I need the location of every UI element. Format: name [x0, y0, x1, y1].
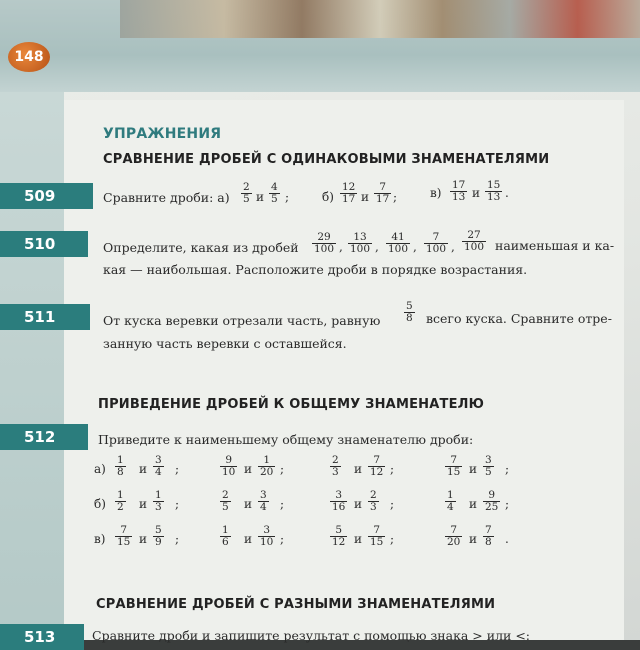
- numerator: 7: [120, 524, 128, 536]
- numerator: 1: [263, 454, 271, 466]
- denominator: 10: [260, 536, 274, 548]
- comma: ,: [375, 240, 379, 254]
- denominator: 3: [155, 501, 162, 513]
- denominator: 2: [117, 501, 124, 513]
- denominator: 5: [485, 466, 492, 478]
- and-word: и: [139, 532, 147, 546]
- exercise-510-line1-start: Определите, какая из дробей: [103, 240, 299, 255]
- and-word: и: [244, 462, 252, 476]
- and-word: и: [472, 186, 480, 200]
- denominator: 100: [350, 243, 371, 255]
- separator: ;: [390, 532, 395, 546]
- fraction: [485, 180, 502, 203]
- separator: ;: [505, 462, 510, 476]
- numerator: 3: [260, 489, 267, 501]
- denominator: 13: [487, 191, 501, 203]
- denominator: 17: [376, 193, 390, 205]
- numerator: 1: [155, 489, 162, 501]
- fraction: [115, 525, 132, 548]
- and-word: и: [244, 532, 252, 546]
- numerator: 12: [342, 181, 356, 193]
- fraction: [115, 490, 126, 513]
- fraction: [374, 182, 391, 205]
- exercise-512-badge: 512: [0, 424, 88, 450]
- numerator: 3: [335, 489, 343, 501]
- fraction: [153, 455, 164, 478]
- fraction: [153, 490, 164, 513]
- separator: ;: [175, 532, 180, 546]
- numerator: 2: [222, 489, 229, 501]
- numerator: 3: [485, 454, 492, 466]
- fraction: [368, 490, 379, 513]
- numerator: 7: [379, 181, 387, 193]
- numerator: 1: [447, 489, 454, 501]
- fraction: [348, 232, 372, 255]
- denominator: 15: [370, 536, 384, 548]
- denominator: 4: [260, 501, 267, 513]
- exercise-511-badge: 511: [0, 304, 90, 330]
- fraction: [330, 490, 347, 513]
- exercise-509-intro: Сравните дроби: а): [103, 190, 230, 205]
- denominator: 3: [370, 501, 377, 513]
- denominator: 17: [342, 193, 356, 205]
- numerator: 2: [332, 454, 339, 466]
- comma: ,: [413, 240, 417, 254]
- numerator: 2: [370, 489, 377, 501]
- and-word: и: [256, 190, 264, 204]
- exercise-513-badge: 513: [0, 624, 84, 650]
- fraction: [220, 455, 237, 478]
- denominator: 13: [452, 191, 466, 203]
- fraction: [450, 180, 467, 203]
- numerator: 7: [485, 524, 492, 536]
- and-word: и: [469, 497, 477, 511]
- separator: ;: [175, 462, 180, 476]
- numerator: 41: [391, 231, 405, 243]
- exercise-509-badge: 509: [0, 183, 93, 209]
- fraction: [241, 182, 252, 205]
- page-number: 148: [8, 42, 50, 72]
- comma: ,: [339, 240, 343, 254]
- denominator: 100: [388, 243, 409, 255]
- fraction: [330, 455, 341, 478]
- separator: ;: [280, 497, 285, 511]
- denominator: 100: [464, 241, 485, 253]
- and-word: и: [354, 462, 362, 476]
- comma: ,: [451, 240, 455, 254]
- exercise-512-intro: Приведите к наименьшему общему знаменателю дроби:: [98, 432, 474, 447]
- denominator: 16: [332, 501, 346, 513]
- fraction: [483, 490, 500, 513]
- numerator: 1: [222, 524, 229, 536]
- fraction: [462, 230, 486, 253]
- denominator: 3: [332, 466, 339, 478]
- and-word: и: [354, 497, 362, 511]
- numerator: 15: [487, 179, 501, 191]
- separator: ;: [285, 190, 290, 204]
- numerator: 1: [117, 454, 124, 466]
- left-margin: [0, 92, 64, 640]
- and-word: и: [469, 532, 477, 546]
- fraction: [445, 490, 456, 513]
- separator: ;: [505, 497, 510, 511]
- and-word: и: [244, 497, 252, 511]
- separator: ;: [390, 462, 395, 476]
- fraction: [404, 301, 415, 324]
- exercise-511-line1-end: всего куска. Сравните отре-: [426, 311, 612, 326]
- separator: .: [505, 532, 509, 546]
- row-label: б): [94, 497, 106, 511]
- numerator: 7: [373, 454, 381, 466]
- denominator: 15: [117, 536, 131, 548]
- fraction: [115, 455, 126, 478]
- fraction: [483, 525, 494, 548]
- and-word: и: [139, 462, 147, 476]
- row-label: а): [94, 462, 106, 476]
- numerator: 4: [271, 181, 278, 193]
- heading-common-denominator: ПРИВЕДЕНИЕ ДРОБЕЙ К ОБЩЕМУ ЗНАМЕНАТЕЛЮ: [98, 397, 485, 412]
- numerator: 2: [243, 181, 250, 193]
- numerator: 13: [353, 231, 367, 243]
- numerator: 5: [335, 524, 343, 536]
- and-word: и: [469, 462, 477, 476]
- fraction: [258, 525, 275, 548]
- fraction: [368, 525, 385, 548]
- numerator: 29: [317, 231, 331, 243]
- exercise-511-line2: занную часть веревки с оставшейся.: [103, 336, 347, 351]
- denominator: 5: [222, 501, 229, 513]
- separator: ;: [280, 532, 285, 546]
- denominator: 6: [222, 536, 229, 548]
- numerator: 17: [452, 179, 466, 191]
- option-label: в): [430, 186, 442, 200]
- and-word: и: [139, 497, 147, 511]
- denominator: 9: [155, 536, 162, 548]
- separator: ;: [390, 497, 395, 511]
- numerator: 5: [406, 300, 413, 312]
- exercise-510-line1-end: наименьшая и ка-: [495, 238, 615, 253]
- fraction: [220, 490, 231, 513]
- option-label: б): [322, 190, 334, 204]
- denominator: 12: [370, 466, 384, 478]
- denominator: 10: [222, 466, 236, 478]
- denominator: 15: [447, 466, 461, 478]
- row-label: в): [94, 532, 106, 546]
- denominator: 8: [406, 312, 413, 324]
- fraction: [269, 182, 280, 205]
- denominator: 5: [271, 193, 278, 205]
- fraction: [368, 455, 385, 478]
- end-mark: .: [505, 186, 509, 200]
- fraction: [258, 455, 275, 478]
- fraction: [220, 525, 231, 548]
- denominator: 8: [117, 466, 124, 478]
- fraction: [330, 525, 347, 548]
- numerator: 7: [373, 524, 381, 536]
- exercise-511-line1-start: От куска веревки отрезали часть, равную: [103, 313, 381, 328]
- denominator: 20: [447, 536, 461, 548]
- and-word: и: [361, 190, 369, 204]
- numerator: 9: [488, 489, 496, 501]
- heading-same-denominators: СРАВНЕНИЕ ДРОБЕЙ С ОДИНАКОВЫМИ ЗНАМЕНАТЕЛЯМИ: [103, 152, 550, 167]
- denominator: 5: [243, 193, 250, 205]
- numerator: 3: [263, 524, 271, 536]
- numerator: 7: [450, 454, 458, 466]
- separator: ;: [393, 190, 398, 204]
- fraction: [445, 455, 462, 478]
- denominator: 100: [426, 243, 447, 255]
- numerator: 9: [225, 454, 233, 466]
- denominator: 20: [260, 466, 274, 478]
- numerator: 7: [450, 524, 458, 536]
- numerator: 1: [117, 489, 124, 501]
- fraction: [424, 232, 448, 255]
- separator: ;: [175, 497, 180, 511]
- fraction: [312, 232, 336, 255]
- numerator: 5: [155, 524, 162, 536]
- denominator: 4: [155, 466, 162, 478]
- fraction: [258, 490, 269, 513]
- heading-different-denominators: СРАВНЕНИЕ ДРОБЕЙ С РАЗНЫМИ ЗНАМЕНАТЕЛЯМИ: [96, 597, 496, 612]
- and-word: и: [354, 532, 362, 546]
- denominator: 25: [485, 501, 499, 513]
- header-photo: [120, 0, 640, 38]
- fraction: [483, 455, 494, 478]
- exercise-513-text: Сравните дроби и запишите результат с помощью знака > или <:: [92, 628, 531, 643]
- numerator: 27: [467, 229, 481, 241]
- denominator: 12: [332, 536, 346, 548]
- numerator: 3: [155, 454, 162, 466]
- denominator: 4: [447, 501, 454, 513]
- exercise-510-badge: 510: [0, 231, 88, 257]
- exercise-510-line2: кая — наибольшая. Расположите дроби в порядке возрастания.: [103, 262, 528, 277]
- separator: ;: [280, 462, 285, 476]
- denominator: 100: [314, 243, 335, 255]
- fraction: [340, 182, 357, 205]
- fraction: [153, 525, 164, 548]
- denominator: 8: [485, 536, 492, 548]
- main-heading: УПРАЖНЕНИЯ: [103, 126, 222, 142]
- numerator: 7: [432, 231, 440, 243]
- fraction: [386, 232, 410, 255]
- fraction: [445, 525, 462, 548]
